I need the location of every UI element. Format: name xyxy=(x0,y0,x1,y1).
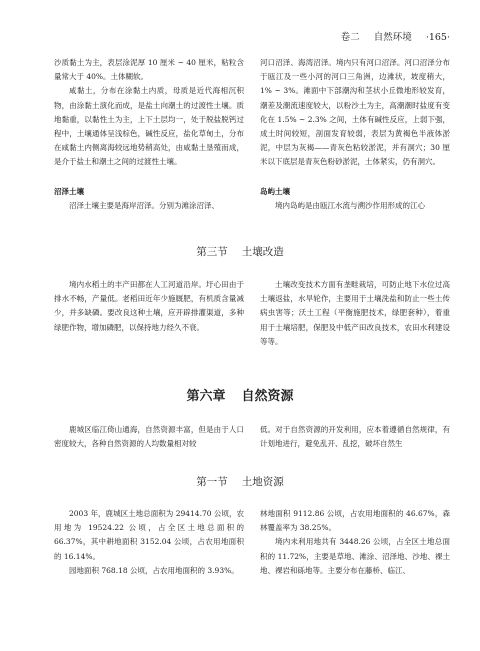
column-left xyxy=(54,278,244,349)
paragraph: 咸黏土，分布在涂黏土内质，母质是近代海相沉积物，由涂黏土演化而成，是盐土向潮土的过渡性土壤。质地黏重，以黏性土为主，上下土层均一，处于脱盐脱钙过程中，土壤通体呈浅棕色，碱性反应，盐化草甸土，分布在咸黏土内侧离海较远地势稍高处，由咸黏土垦殖而成，是介于盐土和潮土之间的过渡性土壤。 xyxy=(54,86,244,167)
paragraph: 河口沼泽、海湾沼泽。境内只有河口沼泽。河口沼泽分布于瓯江及一些小河的河口三角洲，边滩状，坡度稍大，1% ~ 3%。滩面中下部潮沟和茎状小丘微地形较发育，潮差及潮流速度较大，以粉沙土为主，高潮潮时盐度有变化在 1.5% ~ 2.3% 之间，土体有碱性反应，上弱下强，成土时间较短，剖面发育较弱，表层为黄褐色半液体淤泥，中层为灰褐——青灰色粘较淤泥，并有洞穴；30 厘米以下底层是青灰色粉砂淤泥，土体紧实，仍有洞穴。 xyxy=(260,58,450,167)
column-right xyxy=(260,185,450,213)
page-number: ·165· xyxy=(425,32,450,43)
paragraph: 林地面积 9112.86 公顷，占农用地面积的 46.67%，森林覆盖率为 38.25%。 xyxy=(260,509,450,533)
section-title: 土壤改造 xyxy=(241,246,284,258)
paragraph: 境内未利用地共有 3448.26 公顷，占全区土地总面积的 11.72%，主要是草地、滩涂、沼泽地、沙地、裸土地、裸岩和砾地等。主要分布在藤桥、临江、 xyxy=(260,537,450,575)
text-block-3 xyxy=(54,278,450,349)
section-label: 第三节 xyxy=(196,246,228,258)
subheading: 沼泽土壤 xyxy=(54,187,84,196)
column-left xyxy=(54,423,244,451)
column-right xyxy=(260,278,450,349)
column-left xyxy=(54,507,244,578)
chapter-label: 第六章 xyxy=(186,389,226,404)
paragraph: 园地面积 768.18 公顷，占农用地面积的 3.93%。 xyxy=(69,565,239,575)
text-block-1 xyxy=(54,56,450,170)
text-block-4 xyxy=(54,423,450,451)
chapter-title: 自然资源 xyxy=(241,389,294,404)
section-title: 土地资源 xyxy=(241,476,284,488)
text-block-2 xyxy=(54,185,450,213)
chapter-heading xyxy=(0,385,480,404)
column-left xyxy=(54,56,244,170)
column-left xyxy=(54,185,244,213)
running-header xyxy=(341,29,450,43)
column-right xyxy=(260,56,450,170)
paragraph: 境内水稻土的丰产田都在人工河道沿岸。圩心田由于排水不畅，产量低。老稻田近年少施厩肥，有机质含量减少，并多缺磷。要改良这种土壤，应开辟排灌渠道，多种绿肥作物，增加磷肥，以保持地力经久不衰。 xyxy=(54,280,244,332)
paragraph: 境内岛屿是由瓯江水流与溯沙作用形成的江心 xyxy=(275,201,425,211)
header-chapter: 卷二 xyxy=(340,32,360,43)
text-block-5 xyxy=(54,507,450,578)
section-heading-1 xyxy=(0,474,480,489)
section-label: 第一节 xyxy=(196,476,228,488)
section-heading-3 xyxy=(0,244,480,259)
paragraph: 土壤改变技术方面有垄畦栽培，可防止地下水位过高土壤返盐，水旱轮作，主要用于土壤洗盐和防止一些土传病虫害等；沃土工程（平衡施肥技术，绿肥套种），着重用于土壤培肥，保肥及中低产田改良技术，农田水利建设等等。 xyxy=(260,280,450,346)
paragraph: 鹿城区临江倚山通海，自然资源丰富，但是由于人口密度较大，各种自然资源的人均数量相对较 xyxy=(54,425,244,449)
paragraph: 低。对于自然资源的开发利用，应本着遵循自然规律，有计划地进行，避免乱开、乱挖，破坏自然生 xyxy=(260,425,450,449)
subheading: 岛屿土壤 xyxy=(260,187,290,196)
paragraph: 沙质黏土为主，表层涂泥厚 10 厘米 ~ 40 厘米，粘粒含量常大于 40%。土体糊软。 xyxy=(54,58,244,82)
header-title: 自然环境 xyxy=(373,32,412,43)
paragraph: 沼泽土壤主要是海岸沼泽。分别为滩涂沼泽、 xyxy=(69,201,219,211)
paragraph: 2003 年，鹿城区土地总面积为 29414.70 公顷，农用地为 19524.22 公顷，占全区土地总面积的 66.37%，其中耕地面积 3152.04 公顷，占农用地面积的 16.14%。 xyxy=(54,509,244,561)
column-right xyxy=(260,507,450,578)
column-right xyxy=(260,423,450,451)
